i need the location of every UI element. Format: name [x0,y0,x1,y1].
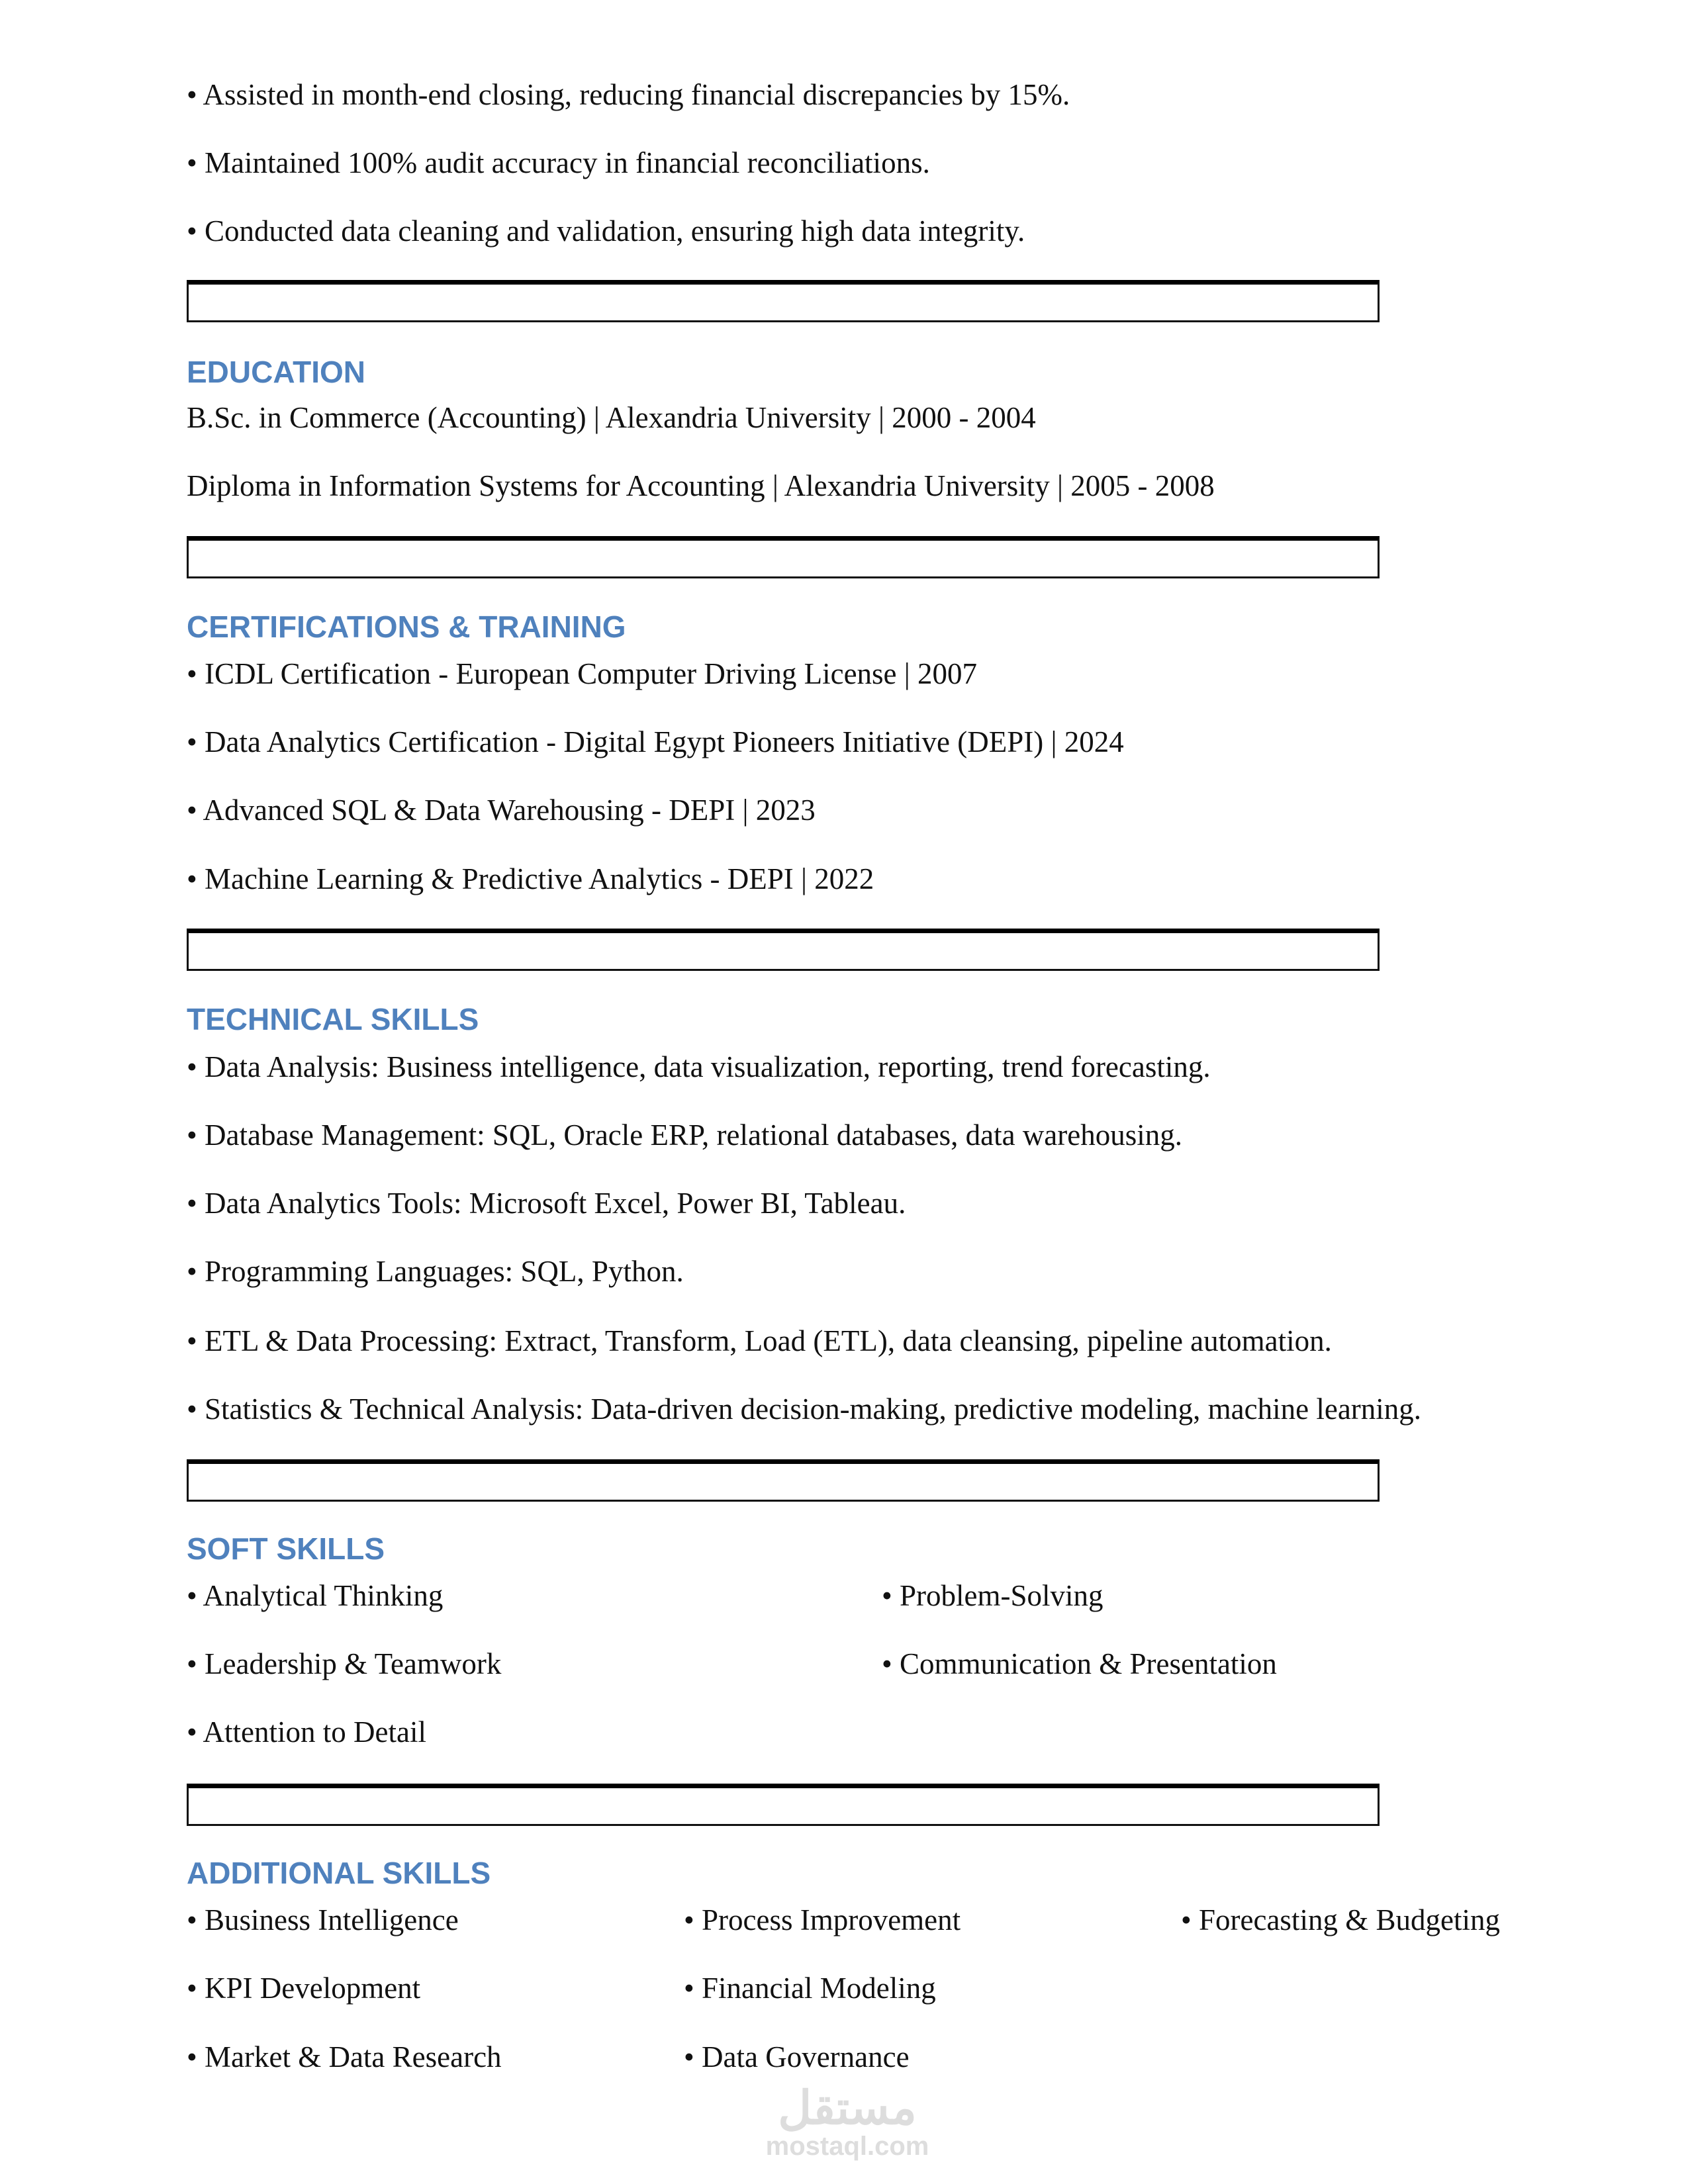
additional-skill-item: • KPI Development [187,1972,421,2005]
soft-skill-item: • Problem-Solving [882,1579,1103,1612]
additional-skill-item: • Financial Modeling [684,1972,936,2005]
certification-item: • Advanced SQL & Data Warehousing - DEPI | 2023 [187,794,816,827]
section-divider-box [187,929,1380,971]
technical-skill-item: • Statistics & Technical Analysis: Data-driven decision-making, predictive modeling, machine learning. [187,1392,1422,1426]
section-divider-box [187,536,1380,578]
additional-skill-item: • Business Intelligence [187,1903,459,1936]
technical-skill-item: • Data Analytics Tools: Microsoft Excel, Power BI, Tableau. [187,1187,906,1220]
soft-skill-item: • Leadership & Teamwork [187,1647,502,1680]
additional-skill-item: • Forecasting & Budgeting [1181,1903,1500,1936]
section-divider-box [187,1784,1380,1826]
certifications-heading: CERTIFICATIONS & TRAINING [187,610,626,644]
technical-skill-item: • Data Analysis: Business intelligence, data visualization, reporting, trend forecasting. [187,1050,1211,1083]
certification-item: • Data Analytics Certification - Digital Egypt Pioneers Initiative (DEPI) | 2024 [187,725,1124,758]
watermark-latin: mostaql.com [765,2132,929,2161]
technical-skill-item: • Database Management: SQL, Oracle ERP, relational databases, data warehousing. [187,1118,1183,1152]
education-item: Diploma in Information Systems for Accounting | Alexandria University | 2005 - 2008 [187,469,1215,502]
experience-bullet: • Maintained 100% audit accuracy in financial reconciliations. [187,146,930,179]
watermark-arabic: مستقل [778,2082,917,2134]
experience-bullet: • Assisted in month-end closing, reducing financial discrepancies by 15%. [187,78,1070,111]
additional-skill-item: • Process Improvement [684,1903,961,1936]
soft-skill-item: • Attention to Detail [187,1715,426,1749]
technical-skills-heading: TECHNICAL SKILLS [187,1002,479,1036]
experience-bullet: • Conducted data cleaning and validation, ensuring high data integrity. [187,214,1025,248]
soft-skill-item: • Analytical Thinking [187,1579,444,1612]
soft-skills-heading: SOFT SKILLS [187,1531,385,1566]
mostaql-watermark [728,2082,966,2161]
section-divider-box [187,1459,1380,1502]
certification-item: • ICDL Certification - European Computer Driving License | 2007 [187,657,978,690]
certification-item: • Machine Learning & Predictive Analytics - DEPI | 2022 [187,862,874,895]
soft-skill-item: • Communication & Presentation [882,1647,1277,1680]
section-divider-box [187,280,1380,322]
technical-skill-item: • Programming Languages: SQL, Python. [187,1255,684,1288]
additional-skill-item: • Data Governance [684,2040,910,2073]
education-heading: EDUCATION [187,355,366,389]
education-item: B.Sc. in Commerce (Accounting) | Alexandria University | 2000 - 2004 [187,401,1036,434]
technical-skill-item: • ETL & Data Processing: Extract, Transform, Load (ETL), data cleansing, pipeline automation. [187,1324,1332,1357]
additional-skill-item: • Market & Data Research [187,2040,502,2073]
additional-skills-heading: ADDITIONAL SKILLS [187,1856,491,1890]
